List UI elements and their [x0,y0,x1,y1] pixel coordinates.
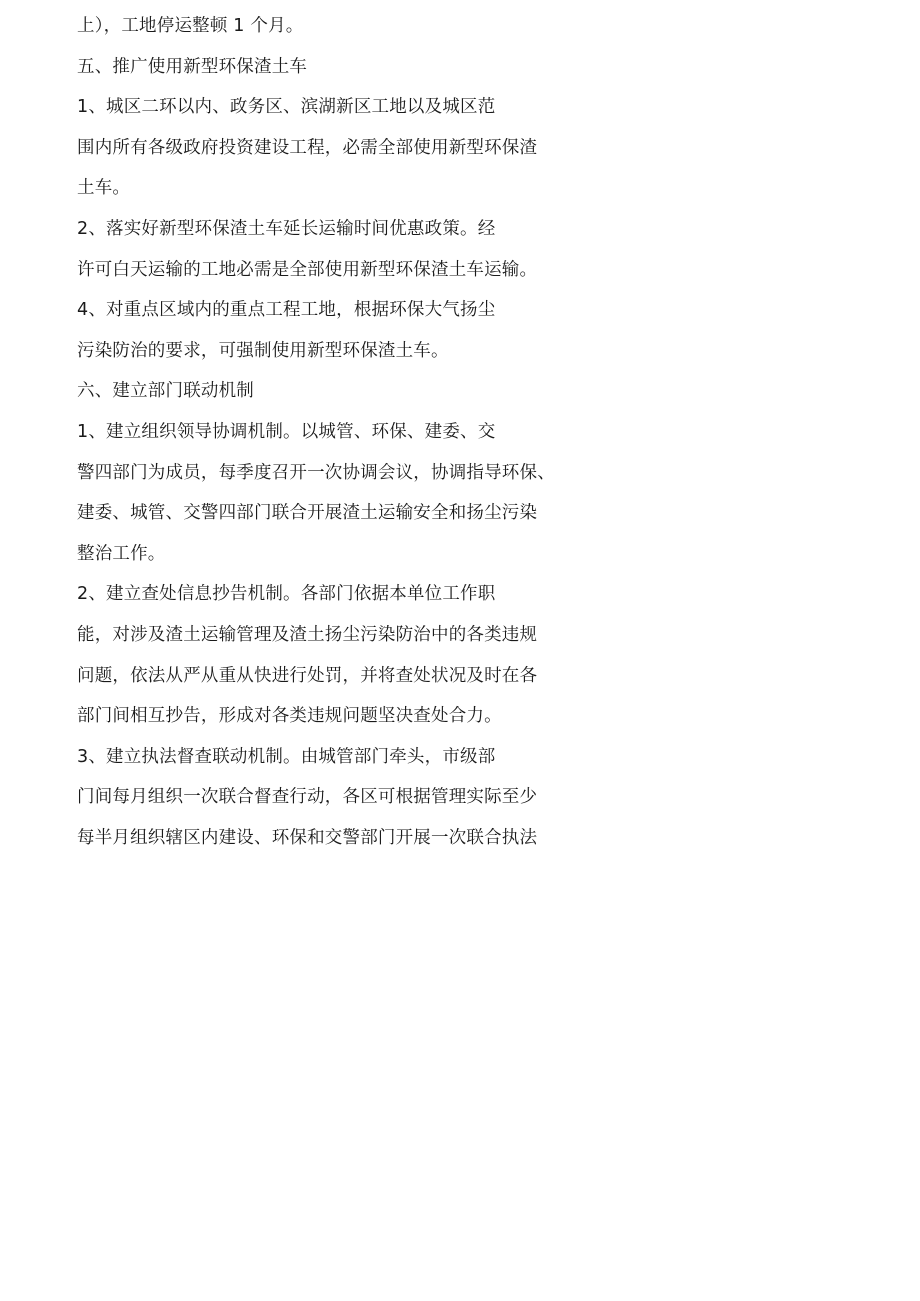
text-line: 整治工作。 [77,543,166,564]
text-line: 警四部门为成员，每季度召开一次协调会议，协调指导环保、 [77,462,555,483]
text-line: 能，对涉及渣土运输管理及渣土扬尘污染防治中的各类违规 [77,624,538,645]
text-line: 上），工地停运整顿 1 个月。 [77,16,304,36]
section-heading: 五、推广使用新型环保渣土车 [77,56,308,77]
text-line: 4、对重点区域内的重点工程工地，根据环保大气扬尘 [77,300,496,321]
text-line: 建委、城管、交警四部门联合开展渣土运输安全和扬尘污染 [77,503,538,524]
section-heading: 六、建立部门联动机制 [77,381,254,402]
text-line: 问题，依法从严从重从快进行处罚，并将查处状况及时在各 [77,665,538,686]
text-line: 3、建立执法督查联动机制。由城管部门牵头，市级部 [77,746,496,767]
text-line: 2、落实好新型环保渣土车延长运输时间优惠政策。经 [77,218,496,239]
text-line: 每半月组织辖区内建设、环保和交警部门开展一次联合执法 [77,827,538,848]
text-line: 围内所有各级政府投资建设工程，必需全部使用新型环保渣 [77,137,538,158]
text-line: 2、建立查处信息抄告机制。各部门依据本单位工作职 [77,584,496,605]
text-line: 1、城区二环以内、政务区、滨湖新区工地以及城区范 [77,97,496,118]
text-line: 污染防治的要求，可强制使用新型环保渣土车。 [77,340,449,361]
document-body [77,6,877,858]
text-line: 部门间相互抄告，形成对各类违规问题坚决查处合力。 [77,706,502,727]
text-line: 门间每月组织一次联合督查行动，各区可根据管理实际至少 [77,787,538,808]
text-line: 土车。 [77,178,131,199]
text-line: 许可白天运输的工地必需是全部使用新型环保渣土车运输。 [77,259,538,280]
text-line: 1、建立组织领导协调机制。以城管、环保、建委、交 [77,421,496,442]
